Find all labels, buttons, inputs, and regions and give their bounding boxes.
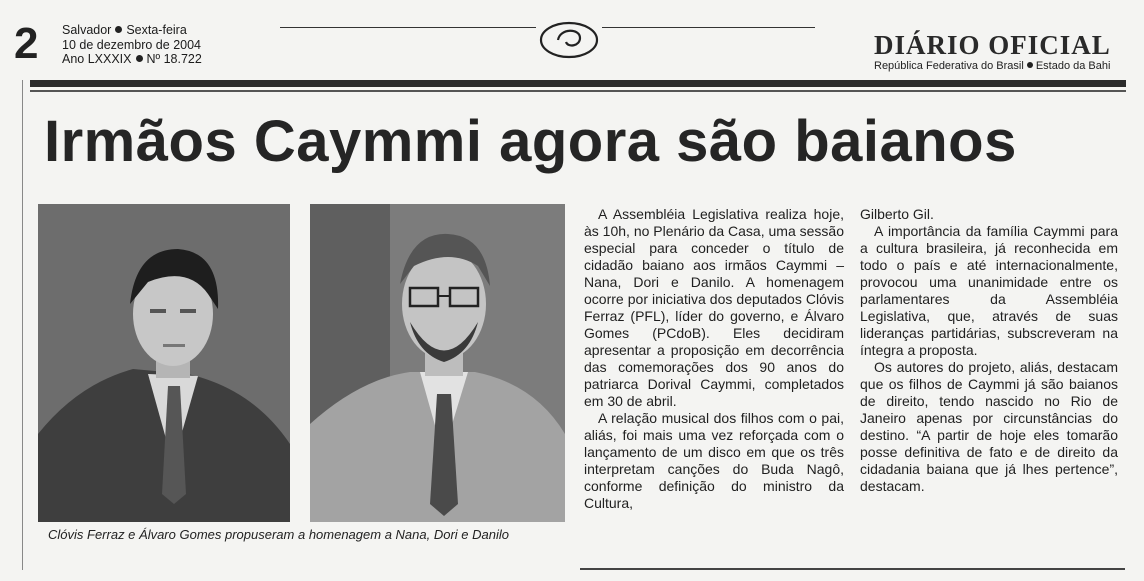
issue-number: Nº 18.722	[146, 52, 202, 66]
masthead-sub-left: República Federativa do Brasil	[874, 60, 1024, 72]
left-border-line	[22, 80, 23, 570]
paragraph: A importância da família Caymmi para a cultura brasileira, já reconhecida em todo o país e até internacionalmente, provocou uma unanimidade entre os parlamentares da Assembléia Legislativa, que, através de suas lideranças partidárias, subscreveram na íntegra a proposta.	[860, 223, 1118, 358]
paragraph: A Assembléia Legislativa realiza hoje, às 10h, no Plenário da Casa, uma sessão especial para conceder o título de cidadão baiano aos irmãos Caymmi – Nana, Dori e Danilo. A homenagem ocorre por iniciativa dos deputados Clóvis Ferraz (PFL), líder do governo, e Álvaro Gomes (PCdoB). Eles decidiram apresentar a proposição em decorrência das comemorações dos 90 anos do patriarca Dorival Caymmi, completados em 30 de abril.	[584, 206, 844, 409]
bullet-icon	[136, 55, 143, 62]
issue-date: 10 de dezembro de 2004	[62, 37, 201, 52]
city: Salvador	[62, 23, 112, 37]
bullet-icon	[115, 26, 122, 33]
article-column-2	[860, 206, 1118, 495]
page-number: 2	[14, 19, 39, 68]
masthead-logo: DIÁRIO OFICIAL	[874, 30, 1111, 60]
paragraph: Os autores do projeto, aliás, destacam que os filhos de Caymmi já são baianos de direito, tendo nascido no Rio de Janeiro apenas por circunstâncias do destino. “A partir de hoje eles tomarão posse definitiva de fato e de direito da cidadania baiana que já lhes pertence”, destacam.	[860, 359, 1118, 494]
masthead-sub-right: Estado da Bahi	[1035, 60, 1111, 72]
photo-caption: Clóvis Ferraz e Álvaro Gomes propuseram a homenagem a Nana, Dori e Danilo	[48, 527, 509, 542]
article-headline: Irmãos Caymmi agora são baianos	[44, 109, 1017, 174]
footer-rule	[580, 568, 1125, 570]
paragraph-continuation: Gilberto Gil.	[860, 206, 934, 222]
photo-clovis-ferraz	[38, 204, 290, 522]
year-label: Ano LXXXIX	[62, 52, 132, 66]
photo-alvaro-gomes	[310, 204, 565, 522]
state-logo-icon	[536, 18, 602, 62]
bullet-icon	[1027, 62, 1033, 68]
article-column-1	[584, 206, 844, 512]
header-thin-rule	[30, 90, 1126, 92]
paragraph: A relação musical dos filhos com o pai, aliás, foi mais uma vez reforçada com o lançamento de um disco em que os três interpretam canções do Buda Nagô, conforme definição do ministro da Cultura,	[584, 410, 844, 511]
masthead-subtitle	[874, 60, 1110, 72]
header-thick-rule	[30, 80, 1126, 87]
issue-meta	[62, 23, 202, 67]
weekday: Sexta-feira	[126, 23, 187, 37]
